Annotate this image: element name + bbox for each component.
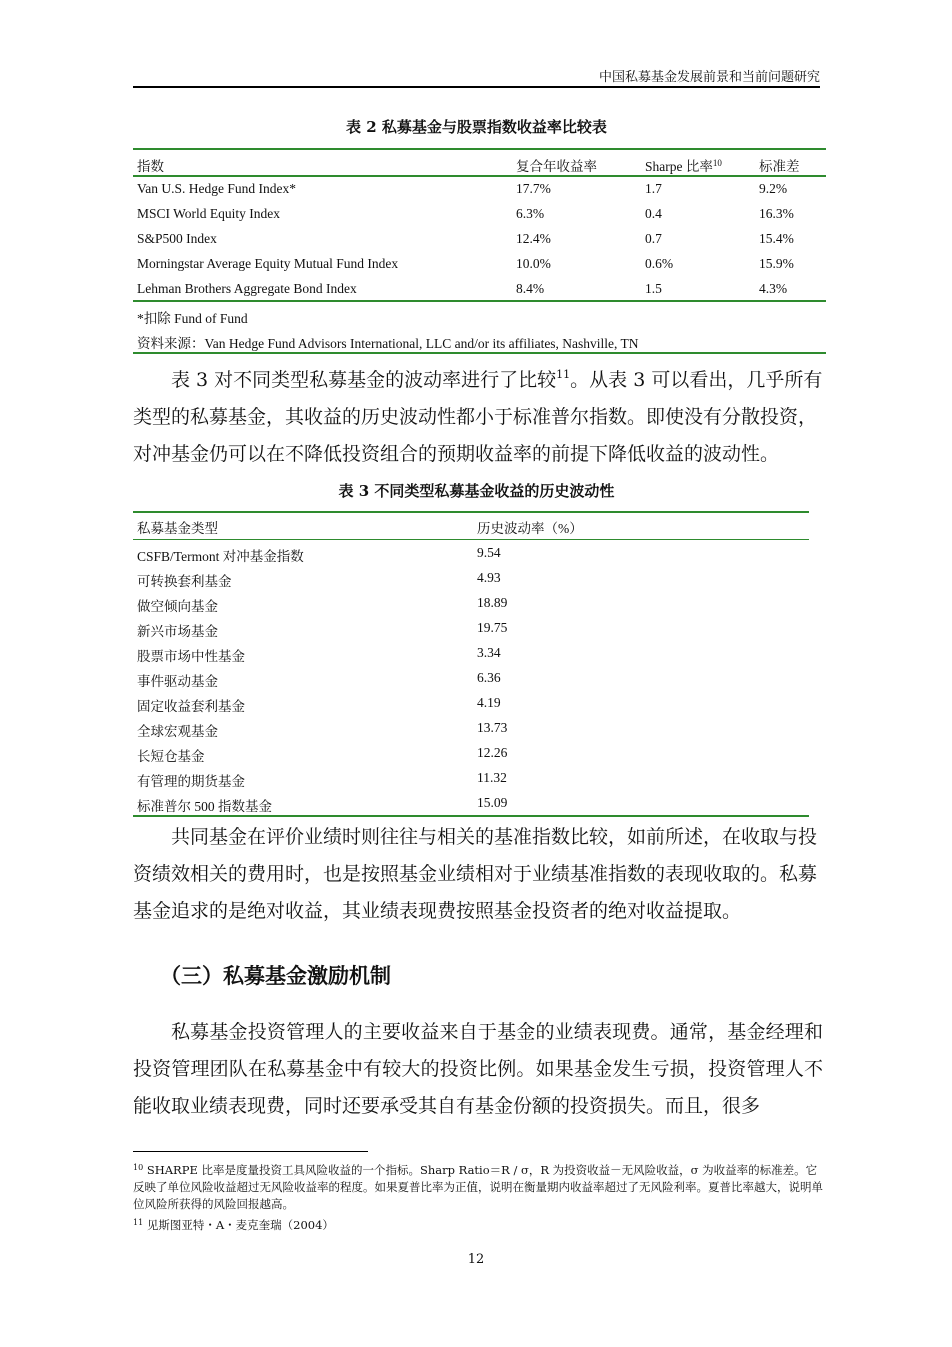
para2-text: 共同基金在评价业绩时则往往与相关的基准指数比较，如前所述，在收取与投资绩效相关的费用时，也是按照基金业绩相对于业绩基准指数的表现收取的。私募基金追求的是绝对收益，其业绩表现费按照基金投资者的绝对收益提取。 xyxy=(133,826,818,922)
table3-top-rule xyxy=(133,511,809,513)
table3-cell-fund-type: 全球宏观基金 xyxy=(137,724,218,739)
table2-end-rule xyxy=(133,352,826,354)
table2-cell-annual-return: 12.4% xyxy=(516,231,551,246)
table3-cell-volatility: 11.32 xyxy=(477,770,507,785)
table3-cell-fund-type: CSFB/Termont 对冲基金指数 xyxy=(137,549,304,564)
table2-source: 资料来源：Van Hedge Fund Advisors International, LLC and/or its affiliates, Nashville, TN xyxy=(137,336,639,351)
table2-header-rule xyxy=(133,175,826,177)
table3-cell-fund-type: 标准普尔 500 指数基金 xyxy=(137,799,272,814)
para1-text-a: 表 3 对不同类型私募基金的波动率进行了比较 xyxy=(171,369,557,391)
table2-cell-sharpe: 1.5 xyxy=(645,281,662,296)
table2-cell-sharpe: 0.6% xyxy=(645,256,674,271)
table3-cell-fund-type: 固定收益套利基金 xyxy=(137,699,245,714)
footnote-11-ref: 11 xyxy=(133,1218,144,1227)
table2-cell-index-name: Van U.S. Hedge Fund Index* xyxy=(137,181,296,196)
table3-cell-volatility: 18.89 xyxy=(477,595,508,610)
table2-bottom-rule xyxy=(133,300,826,302)
table2-cell-index-name: Morningstar Average Equity Mutual Fund Index xyxy=(137,256,399,271)
table3-cell-fund-type: 事件驱动基金 xyxy=(137,674,218,689)
table3-bottom-rule xyxy=(133,815,809,817)
table3-cell-fund-type: 做空倾向基金 xyxy=(137,599,218,614)
table2-cell-annual-return: 10.0% xyxy=(516,256,551,271)
table3-cell-fund-type: 新兴市场基金 xyxy=(137,624,218,639)
table2-cell-stdev: 16.3% xyxy=(759,206,794,221)
table2-cell-sharpe: 0.4 xyxy=(645,206,662,221)
table2-cell-stdev: 9.2% xyxy=(759,181,788,196)
paragraph-table3-intro xyxy=(133,356,823,473)
table3-caption: 表 3 不同类型私募基金收益的历史波动性 xyxy=(338,482,615,500)
table2-caption: 表 2 私募基金与股票指数收益率比较表 xyxy=(346,118,607,136)
para3-text: 私募基金投资管理人的主要收益来自于基金的业绩表现费。通常，基金经理和投资管理团队在私募基金中有较大的投资比例。如果基金发生亏损，投资管理人不能收取业绩表现费，同时还要承受其自有基金份额的投资损失。而且，很多 xyxy=(133,1021,823,1117)
footnote-10 xyxy=(133,1159,823,1213)
header-rule xyxy=(133,86,820,88)
table2-header-index: 指数 xyxy=(137,159,164,174)
table3-cell-volatility: 3.34 xyxy=(477,645,501,660)
footnote-10-text: SHARPE 比率是度量投资工具风险收益的一个指标。Sharp Ratio＝R / σ，R 为投资收益－无风险收益，σ 为收益率的标准差。它反映了单位风险收益超过无风险收益率的程度。如果夏普比率为正值，说明在衡量期内收益率超过了无风险利率。夏普比率越大，说明单位风险所获得的风险回报越高。 xyxy=(133,1163,823,1211)
table2-cell-annual-return: 8.4% xyxy=(516,281,545,296)
table3-cell-volatility: 4.19 xyxy=(477,695,501,710)
table2-cell-stdev: 15.9% xyxy=(759,256,794,271)
footnote-11 xyxy=(133,1214,823,1234)
table2-cell-index-name: S&P500 Index xyxy=(137,231,217,246)
table2-cell-sharpe: 0.7 xyxy=(645,231,662,246)
table3-cell-volatility: 9.54 xyxy=(477,545,501,560)
table2-cell-stdev: 4.3% xyxy=(759,281,788,296)
table2-header-stdev: 标准差 xyxy=(759,159,800,174)
table3-header-rule xyxy=(133,539,809,540)
paragraph-mutual-fund-comparison xyxy=(133,819,823,930)
table2-header-sharpe-label: Sharpe 比率 xyxy=(645,159,713,174)
table2-cell-sharpe: 1.7 xyxy=(645,181,662,196)
table2-cell-index-name: Lehman Brothers Aggregate Bond Index xyxy=(137,281,357,296)
section-heading: （三）私募基金激励机制 xyxy=(160,964,391,988)
table2-cell-annual-return: 6.3% xyxy=(516,206,545,221)
table3-header-type: 私募基金类型 xyxy=(137,521,218,536)
page-number: 12 xyxy=(467,1252,485,1267)
table2-header-sharpe xyxy=(645,155,722,175)
table3-cell-volatility: 6.36 xyxy=(477,670,501,685)
table3-header-volatility: 历史波动率（%） xyxy=(477,521,583,536)
para1-footnote-ref-11: 11 xyxy=(556,368,571,381)
table2-note: *扣除 Fund of Fund xyxy=(137,311,248,326)
para1-text-b: 。从表 3 可以看出，几乎所有类型的私募基金，其收益的历史波动性都小于标准普尔指数。即使没有分散投资，对冲基金仍可以在不降低投资组合的预期收益率的前提下降低收益的波动性。 xyxy=(133,369,823,465)
table3-cell-fund-type: 有管理的期货基金 xyxy=(137,774,245,789)
table2-cell-annual-return: 17.7% xyxy=(516,181,551,196)
table3-cell-fund-type: 长短仓基金 xyxy=(137,749,205,764)
table3-cell-fund-type: 可转换套利基金 xyxy=(137,574,232,589)
table3-cell-fund-type: 股票市场中性基金 xyxy=(137,649,245,664)
table3-cell-volatility: 15.09 xyxy=(477,795,508,810)
table3-cell-volatility: 13.73 xyxy=(477,720,508,735)
table3-cell-volatility: 12.26 xyxy=(477,745,508,760)
table2-footnote-ref-10: 10 xyxy=(712,158,722,168)
table3-cell-volatility: 4.93 xyxy=(477,570,501,585)
table2-header-return: 复合年收益率 xyxy=(516,159,597,174)
table2-cell-stdev: 15.4% xyxy=(759,231,794,246)
table3-cell-volatility: 19.75 xyxy=(477,620,508,635)
paragraph-incentive-mechanism xyxy=(133,1014,823,1125)
footnote-11-text: 见斯图亚特・A・麦克奎瑞（2004） xyxy=(146,1218,334,1232)
table2-top-rule xyxy=(133,148,826,150)
footnote-10-ref: 10 xyxy=(133,1163,144,1172)
running-header: 中国私募基金发展前景和当前问题研究 xyxy=(598,70,820,85)
table2-cell-index-name: MSCI World Equity Index xyxy=(137,206,281,221)
footnote-rule xyxy=(133,1151,368,1152)
